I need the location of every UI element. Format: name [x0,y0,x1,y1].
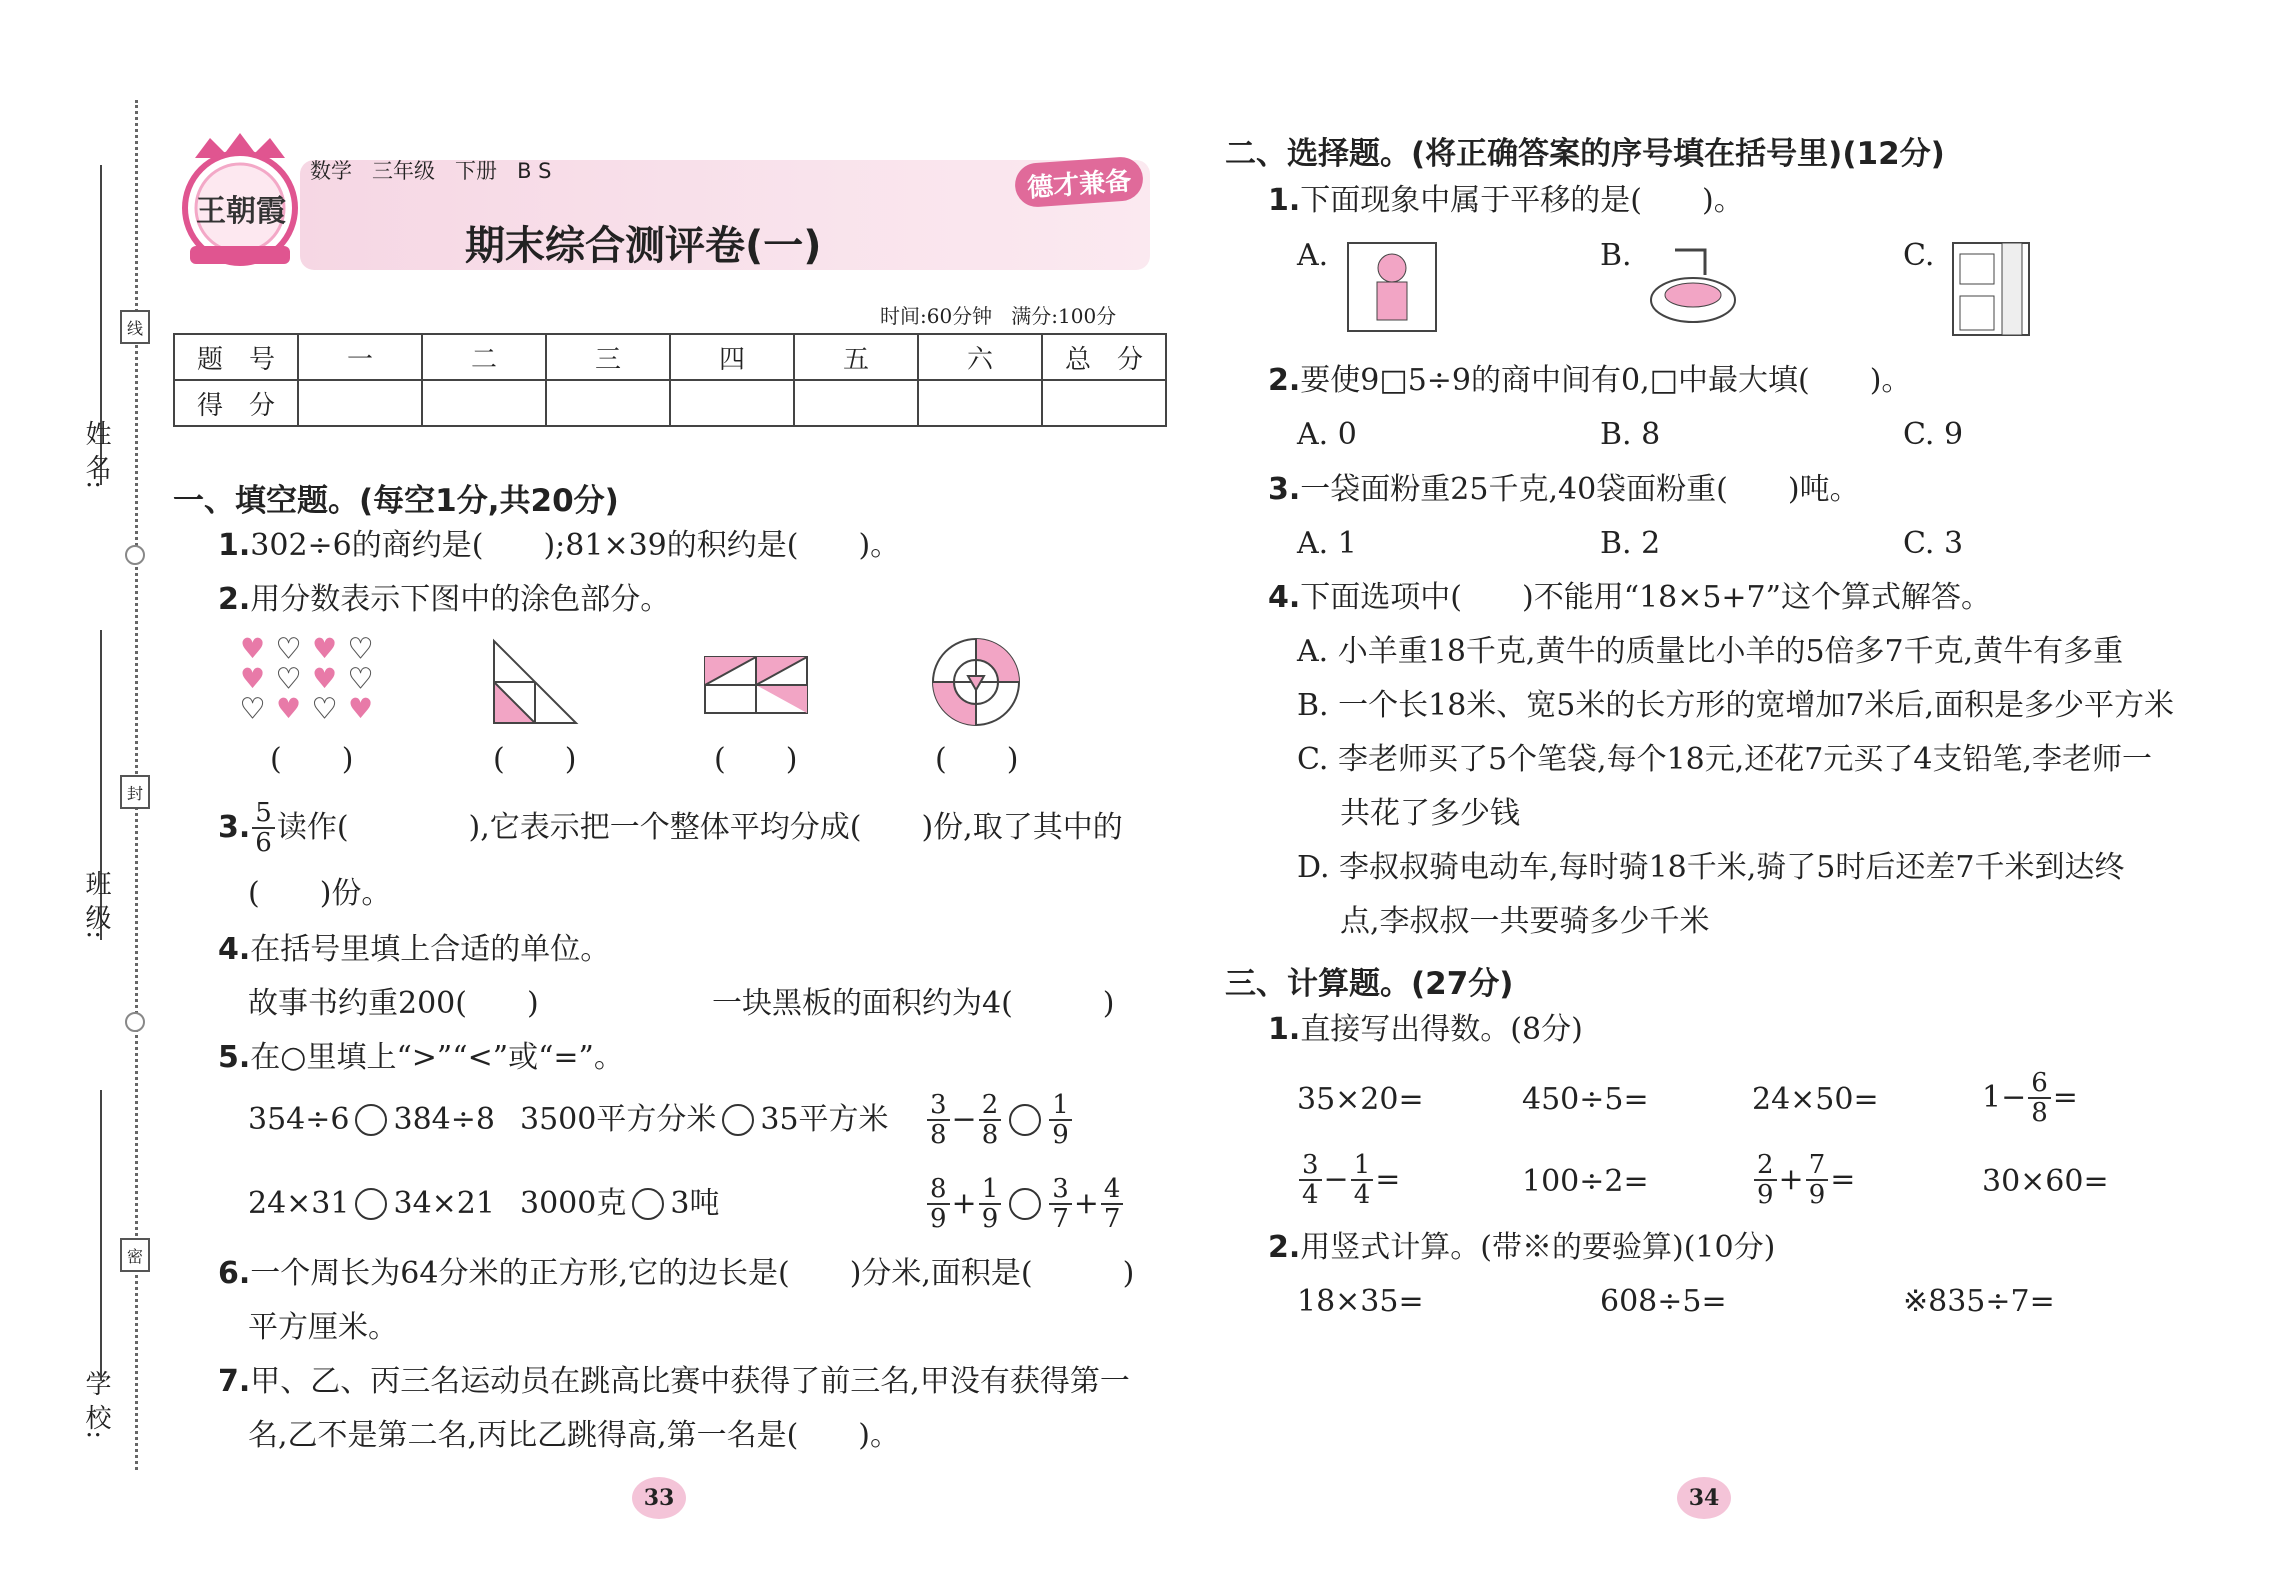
compare-row-2c: $\frac{8}{9}$ + $\frac{1}{9}$ $\frac{3}{7}$ + $\frac{4}{7}$ [925,1174,1125,1234]
table-cell: 四 [670,334,794,380]
svg-text:♥: ♥ [240,662,266,695]
q2-1: 1.下面现象中属于平移的是( )。 [1268,183,1744,218]
compare-circle[interactable] [1009,1188,1041,1220]
compare-row-1c: $\frac{3}{8}$ − $\frac{2}{8}$ $\frac{1}{9}$ [925,1090,1074,1150]
svg-text:♥: ♥ [348,662,374,695]
q1-5: 5.在○里填上“>”“<”或“=”。 [218,1040,624,1075]
calc-item: $\frac{2}{9}$ + $\frac{7}{9}$ = [1752,1150,1855,1210]
hearts-figure [240,632,390,722]
q1-6: 6.一个周长为64分米的正方形,它的边长是( )分米,面积是( ) [218,1256,1135,1291]
fraction: $\frac{5}{6}$ [252,799,275,857]
svg-text:♥: ♥ [240,692,266,722]
svg-text:♥: ♥ [276,632,302,665]
option-c[interactable]: C. 9 [1903,417,1964,452]
q1-6-cont: 平方厘米。 [248,1310,398,1345]
ring-figure [930,636,1022,728]
q2-4: 4.下面选项中( )不能用“18×5+7”这个算式解答。 [1268,580,1991,615]
compare-row-1b: 3500平方分米 35平方米 [520,1102,889,1137]
svg-text:♥: ♥ [312,692,338,722]
logo-text: 王朝霞 [196,194,286,229]
binding-hole [125,1012,145,1032]
page-number-left: 33 [632,1477,686,1519]
svg-text:♥: ♥ [276,662,302,695]
option-a[interactable]: A. [1297,238,1329,273]
table-row [174,334,1166,380]
vertical-calc: 18×35= [1297,1284,1424,1319]
q2-3: 3.一袋面粉重25千克,40袋面粉重( )吨。 [1268,472,1860,507]
table-cell: 得 分 [174,380,298,426]
table-row [174,380,1166,426]
q3-2: 2.用竖式计算。(带※的要验算)(10分) [1268,1230,1776,1265]
score-input-cell[interactable] [1042,380,1166,426]
option-c[interactable]: C. 李老师买了5个笔袋,每个18元,还花7元买了4支铅笔,李老师一 [1297,742,2152,777]
answer-blank[interactable]: ( ) [935,742,1019,777]
score-input-cell[interactable] [546,380,670,426]
q1-1: 1.302÷6的商约是( );81×39的积约是( )。 [218,528,901,563]
score-input-cell[interactable] [670,380,794,426]
answer-blank[interactable]: ( ) [714,742,798,777]
seal-box-feng: 封 [120,775,150,809]
option-b[interactable]: B. [1600,238,1632,273]
svg-text:♥: ♥ [312,632,338,665]
q1-7-cont: 名,乙不是第二名,丙比乙跳得高,第一名是( )。 [248,1418,901,1453]
q1-3: 3. $\frac{5}{6}$ 读作( ),它表示把一个整体平均分成( )份,取了其中的 [218,798,1123,858]
compare-circle[interactable] [722,1104,754,1136]
section-1-title: 一、填空题。(每空1分,共20分) [173,483,619,519]
calc-item: 30×60= [1982,1164,2109,1199]
table-cell: 三 [546,334,670,380]
calc-item: 24×50= [1752,1082,1879,1117]
score-input-cell[interactable] [918,380,1042,426]
option-d[interactable]: D. 李叔叔骑电动车,每时骑18千米,骑了5时后还差7千米到达终 [1297,850,2125,885]
school-label: 学 校: [81,1370,111,1440]
vertical-calc: 608÷5= [1600,1284,1727,1319]
q1-2: 2.用分数表示下图中的涂色部分。 [218,582,671,617]
name-label: 姓 名: [81,420,111,490]
triangle-figure [490,637,580,727]
table-cell: 一 [298,334,422,380]
option-c[interactable]: C. 3 [1903,526,1964,561]
compare-row-1a: 354÷6 384÷8 [248,1102,495,1137]
option-c[interactable]: C. [1903,238,1935,273]
school-underline [100,1090,102,1380]
svg-text:♥: ♥ [240,632,266,665]
svg-text:♥: ♥ [348,632,374,665]
compare-circle[interactable] [632,1188,664,1220]
q1-7: 7.甲、乙、丙三名运动员在跳高比赛中获得了前三名,甲没有获得第一 [218,1364,1130,1399]
score-input-cell[interactable] [422,380,546,426]
q1-3-cont: ( )份。 [248,876,392,911]
q1-4: 4.在括号里填上合适的单位。 [218,932,611,967]
option-a[interactable]: A. 1 [1297,526,1357,561]
score-table [173,333,1167,427]
q1-4-a: 故事书约重200( ) [248,986,539,1021]
option-c-cont: 共花了多少钱 [1340,796,1520,831]
compare-circle[interactable] [1009,1104,1041,1136]
answer-blank[interactable]: ( ) [493,742,577,777]
compare-circle[interactable] [355,1104,387,1136]
svg-text:♥: ♥ [312,662,338,695]
q1-4-b: 一块黑板的面积约为4( ) [712,986,1115,1021]
calc-item: 450÷5= [1522,1082,1649,1117]
section-3-title: 三、计算题。(27分) [1225,966,1514,1002]
vertical-calc: ※835÷7= [1903,1284,2055,1319]
seal-box-xian: 线 [120,310,150,344]
score-input-cell[interactable] [298,380,422,426]
calc-item: 100÷2= [1522,1164,1649,1199]
score-input-cell[interactable] [794,380,918,426]
header-badge: 德才兼备 [1014,156,1145,209]
binding-hole [125,545,145,565]
q3-1: 1.直接写出得数。(8分) [1268,1012,1583,1047]
compare-row-2b: 3000克 3吨 [520,1186,720,1221]
elevator-icon [1345,240,1440,335]
calc-item: 35×20= [1297,1082,1424,1117]
faucet-icon [1645,240,1740,330]
header-meta: 数学 三年级 下册 B S [310,159,552,183]
option-b[interactable]: B. 一个长18米、宽5米的长方形的宽增加7米后,面积是多少平方米 [1297,688,2175,723]
answer-blank[interactable]: ( ) [270,742,354,777]
class-label: 班 级: [81,870,111,940]
window-icon [1950,240,2035,338]
calc-item: 1− $\frac{6}{8}$ = [1982,1068,2078,1128]
svg-text:♥: ♥ [276,692,302,722]
table-cell: 总 分 [1042,334,1166,380]
compare-row-2a: 24×31 34×21 [248,1186,495,1221]
seal-box-mi: 密 [120,1238,150,1272]
page-title: 期末综合测评卷(一) [465,223,822,269]
table-cell: 六 [918,334,1042,380]
option-a[interactable]: A. 小羊重18千克,黄牛的质量比小羊的5倍多7千克,黄牛有多重 [1297,634,2124,669]
option-d-cont: 点,李叔叔一共要骑多少千米 [1340,904,1710,939]
option-b[interactable]: B. 2 [1600,526,1661,561]
page-number-right: 34 [1677,1477,1731,1519]
table-cell: 五 [794,334,918,380]
compare-circle[interactable] [355,1188,387,1220]
rectangle-figure [703,655,811,717]
option-b[interactable]: B. 8 [1600,417,1661,452]
time-info: 时间:60分钟 满分:100分 [880,304,1117,328]
calc-item: $\frac{3}{4}$ − $\frac{1}{4}$ = [1297,1150,1400,1210]
option-a[interactable]: A. 0 [1297,417,1357,452]
section-2-title: 二、选择题。(将正确答案的序号填在括号里)(12分) [1225,136,1945,172]
q2-2: 2.要使9□5÷9的商中间有0,□中最大填( )。 [1268,363,1912,398]
table-cell: 题 号 [174,334,298,380]
svg-text:♥: ♥ [348,692,374,722]
table-cell: 二 [422,334,546,380]
